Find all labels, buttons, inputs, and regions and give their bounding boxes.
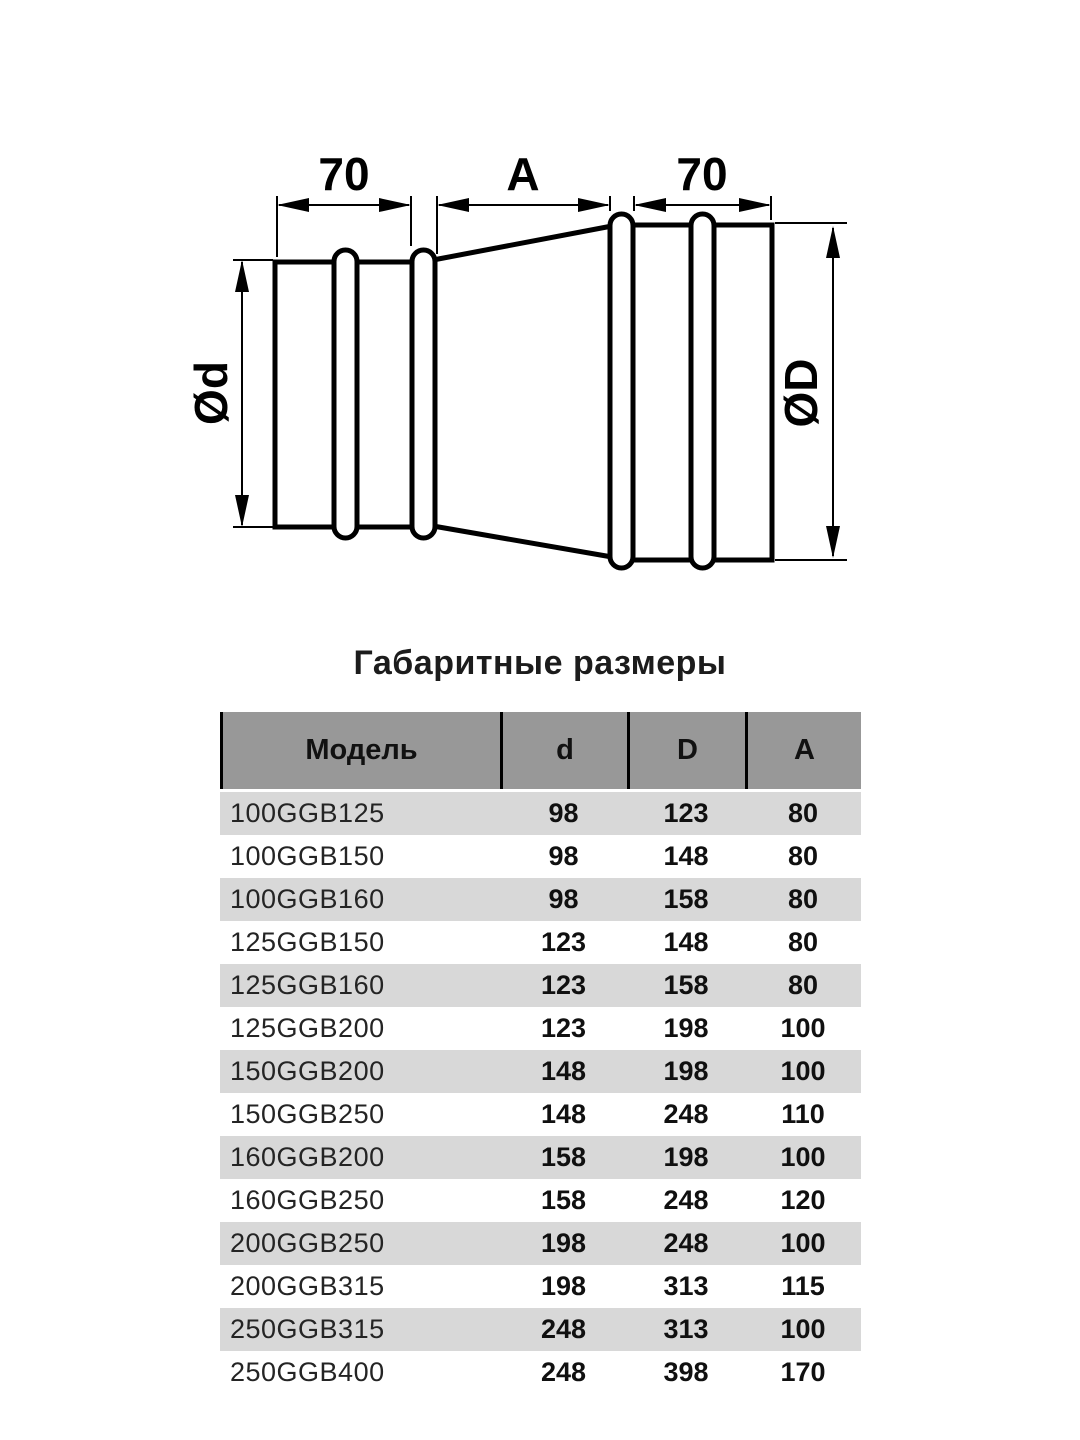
model-cell: 250GGB400 xyxy=(230,1357,385,1387)
value-cell-D: 158 xyxy=(663,970,709,1000)
model-cell: 200GGB315 xyxy=(230,1271,385,1301)
cone-top-edge xyxy=(433,226,612,260)
value-cell-d: 123 xyxy=(540,1013,587,1043)
value-cell-d: 123 xyxy=(540,970,587,1000)
table-row xyxy=(220,1050,861,1093)
value-cell-A: 120 xyxy=(780,1185,826,1215)
table-title: Габаритные размеры xyxy=(353,644,727,682)
dim-label-small-diameter: Ød xyxy=(185,361,237,425)
table-row xyxy=(220,964,861,1007)
dim-label-70-right: 70 xyxy=(676,148,728,200)
value-cell-A: 100 xyxy=(780,1142,826,1172)
table-row xyxy=(220,921,861,964)
table-row xyxy=(220,1093,861,1136)
model-cell: 150GGB200 xyxy=(230,1056,385,1086)
table-row xyxy=(220,835,861,878)
model-cell: 100GGB160 xyxy=(230,884,385,914)
value-cell-D: 248 xyxy=(663,1185,709,1215)
dim-label-large-diameter: ØD xyxy=(775,358,827,428)
model-cell: 100GGB150 xyxy=(230,841,385,871)
value-cell-d: 148 xyxy=(540,1099,587,1129)
table-row xyxy=(220,1179,861,1222)
value-cell-D: 123 xyxy=(663,798,709,828)
value-cell-A: 80 xyxy=(787,798,819,828)
value-cell-D: 158 xyxy=(663,884,709,914)
dim-label-70-left: 70 xyxy=(318,148,370,200)
value-cell-A: 100 xyxy=(780,1013,826,1043)
dimensions-table xyxy=(220,712,861,1394)
value-cell-d: 98 xyxy=(548,841,579,871)
small-pipe-bead xyxy=(334,250,357,538)
value-cell-D: 198 xyxy=(663,1056,709,1086)
value-cell-A: 80 xyxy=(787,970,819,1000)
model-cell: 150GGB250 xyxy=(230,1099,385,1129)
dim-label-a: A xyxy=(506,148,540,200)
value-cell-A: 80 xyxy=(787,927,819,957)
table-row xyxy=(220,792,861,835)
cone-bottom-edge xyxy=(433,526,612,557)
table-row xyxy=(220,1222,861,1265)
value-cell-d: 158 xyxy=(540,1185,587,1215)
table-header xyxy=(220,712,861,789)
value-cell-D: 398 xyxy=(663,1357,709,1387)
table-row xyxy=(220,1265,861,1308)
model-cell: 100GGB125 xyxy=(230,798,385,828)
value-cell-D: 148 xyxy=(663,841,709,871)
value-cell-D: 313 xyxy=(663,1271,709,1301)
value-cell-d: 98 xyxy=(548,798,579,828)
value-cell-A: 110 xyxy=(781,1099,825,1129)
table-row xyxy=(220,878,861,921)
header-cell-d: d xyxy=(500,712,627,789)
value-cell-D: 148 xyxy=(663,927,709,957)
model-cell: 125GGB150 xyxy=(230,927,385,957)
large-pipe-joint-bead xyxy=(610,214,633,568)
value-cell-d: 198 xyxy=(540,1271,587,1301)
value-cell-A: 100 xyxy=(780,1056,826,1086)
value-cell-D: 198 xyxy=(663,1013,709,1043)
table-row xyxy=(220,1136,861,1179)
value-cell-d: 98 xyxy=(548,884,579,914)
value-cell-A: 170 xyxy=(780,1357,826,1387)
value-cell-A: 100 xyxy=(780,1314,826,1344)
value-cell-D: 313 xyxy=(663,1314,709,1344)
reducer-technical-drawing xyxy=(0,0,1080,626)
large-pipe-bead xyxy=(691,214,714,568)
header-cell-A: A xyxy=(745,712,861,789)
model-cell: 200GGB250 xyxy=(230,1228,385,1258)
value-cell-d: 198 xyxy=(540,1228,587,1258)
table-row xyxy=(220,1351,861,1394)
value-cell-A: 100 xyxy=(780,1228,826,1258)
value-cell-d: 248 xyxy=(540,1314,587,1344)
value-cell-D: 198 xyxy=(663,1142,709,1172)
table-row xyxy=(220,1007,861,1050)
model-cell: 125GGB160 xyxy=(230,970,385,1000)
model-cell: 160GGB200 xyxy=(230,1142,385,1172)
small-pipe-joint-bead xyxy=(412,250,435,538)
value-cell-d: 158 xyxy=(540,1142,587,1172)
model-cell: 250GGB315 xyxy=(230,1314,385,1344)
value-cell-d: 148 xyxy=(540,1056,587,1086)
table-row xyxy=(220,1308,861,1351)
value-cell-d: 123 xyxy=(540,927,587,957)
value-cell-A: 115 xyxy=(781,1271,825,1301)
dimension-arrowheads xyxy=(235,198,840,558)
model-cell: 125GGB200 xyxy=(230,1013,385,1043)
pipe-beads xyxy=(334,214,714,568)
value-cell-D: 248 xyxy=(663,1099,709,1129)
value-cell-D: 248 xyxy=(663,1228,709,1258)
model-cell: 160GGB250 xyxy=(230,1185,385,1215)
header-cell-D: D xyxy=(627,712,745,789)
table-body xyxy=(220,792,861,1394)
header-cell-model: Модель xyxy=(220,712,500,789)
value-cell-A: 80 xyxy=(787,841,819,871)
dimension-lines xyxy=(233,196,847,560)
value-cell-A: 80 xyxy=(787,884,819,914)
value-cell-d: 248 xyxy=(540,1357,587,1387)
